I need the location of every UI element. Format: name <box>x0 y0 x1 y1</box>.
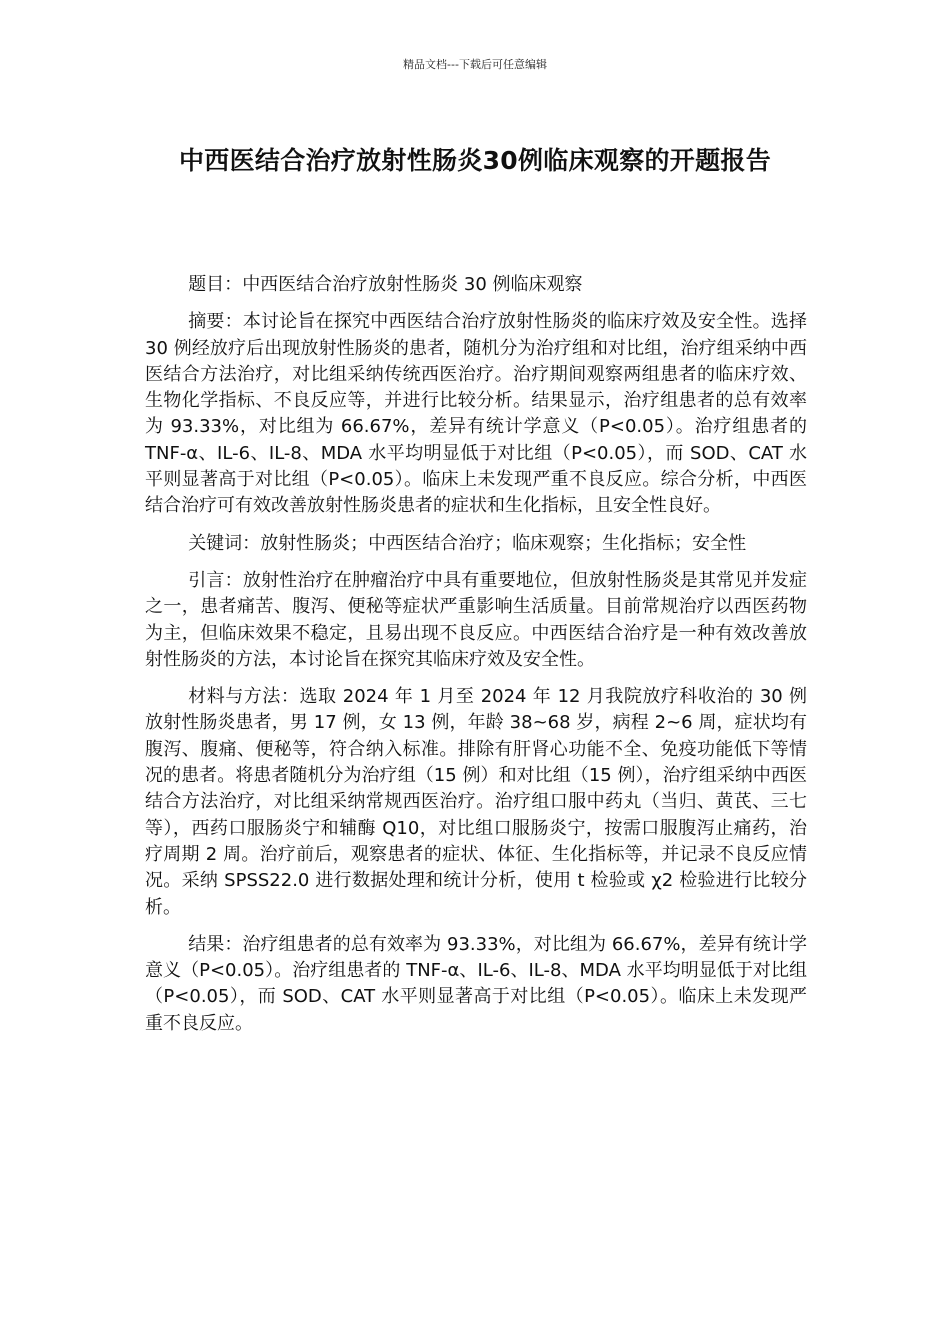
keywords-paragraph <box>145 531 807 557</box>
header-note: 精品文档---下载后可任意编辑 <box>403 58 547 71</box>
methods-text: 选取 2024 年 1 月至 2024 年 12 月我院放疗科收治的 30 例放射性肠炎患者，男 17 例，女 13 例，年龄 38~68 岁，病程 2~6 周，症状均有腹泻、腹痛、便秘等，符合纳入标准。排除有肝肾心功能不全、免疫功能低下等情况的患者。将患者随机分为治疗组（15 例）和对比组（15 例），治疗组采纳中西医结合方法治疗，对比组采纳常规西医治疗。治疗组口服中药丸（当归、黄芪、三七等），西药口服肠炎宁和辅酶 Q10，对比组口服肠炎宁，按需口服腹泻止痛药，治疗周期 2 周。治疗前后，观察患者的症状、体征、生化指标等，并记录不良反应情况。采纳 SPSS22.0 进行数据处理和统计分析，使用 t 检验或 χ2 检验进行比较分析。 <box>145 686 808 918</box>
results-text: 治疗组患者的总有效率为 93.33%，对比组为 66.67%，差异有统计学意义（P<0.05）。治疗组患者的 TNF-α、IL-6、IL-8、MDA 水平均明显低于对比组（P<0.05），而 SOD、CAT 水平则显著高于对比组（P<0.05）。临床上未发现严重不良反应。 <box>145 933 807 1034</box>
abstract-label: 摘要： <box>188 311 243 333</box>
topic-paragraph <box>145 272 807 298</box>
introduction-paragraph <box>145 568 807 673</box>
abstract-paragraph <box>145 309 807 519</box>
methods-paragraph <box>145 684 807 921</box>
keywords-label: 关键词： <box>188 532 261 554</box>
methods-label: 材料与方法： <box>188 686 300 708</box>
results-paragraph <box>145 932 807 1037</box>
keywords-text: 放射性肠炎；中西医结合治疗；临床观察；生化指标；安全性 <box>260 532 747 554</box>
introduction-text: 放射性治疗在肿瘤治疗中具有重要地位，但放射性肠炎是其常见并发症之一，患者痛苦、腹泻、便秘等症状严重影响生活质量。目前常规治疗以西医药物为主，但临床效果不稳定，且易出现不良反应。中西医结合治疗是一种有效改善放射性肠炎的方法，本讨论旨在探究其临床疗效及安全性。 <box>145 569 808 670</box>
page-title: 中西医结合治疗放射性肠炎30例临床观察的开题报告 <box>179 146 771 175</box>
results-label: 结果： <box>188 933 243 955</box>
topic-text: 中西医结合治疗放射性肠炎 30 例临床观察 <box>242 274 583 295</box>
topic-label: 题目： <box>188 274 243 295</box>
abstract-text: 本讨论旨在探究中西医结合治疗放射性肠炎的临床疗效及安全性。选择 30 例经放疗后出现放射性肠炎的患者，随机分为治疗组和对比组，治疗组采纳中西医结合方法治疗，对比组采纳传统西医治疗。治疗期间观察两组患者的临床疗效、生物化学指标、不良反应等，并进行比较分析。结果显示，治疗组患者的总有效率为 93.33%，对比组为 66.67%，差异有统计学意义（P<0.05）。治疗组患者的 TNF-α、IL-6、IL-8、MDA 水平均明显低于对比组（P<0.05），而 SOD、CAT 水平则显著高于对比组（P<0.05）。临床上未发现严重不良反应。综合分析，中西医结合治疗可有效改善放射性肠炎患者的症状和生化指标，且安全性良好。 <box>145 311 808 517</box>
document-body <box>145 272 807 1048</box>
introduction-label: 引言： <box>188 569 243 591</box>
